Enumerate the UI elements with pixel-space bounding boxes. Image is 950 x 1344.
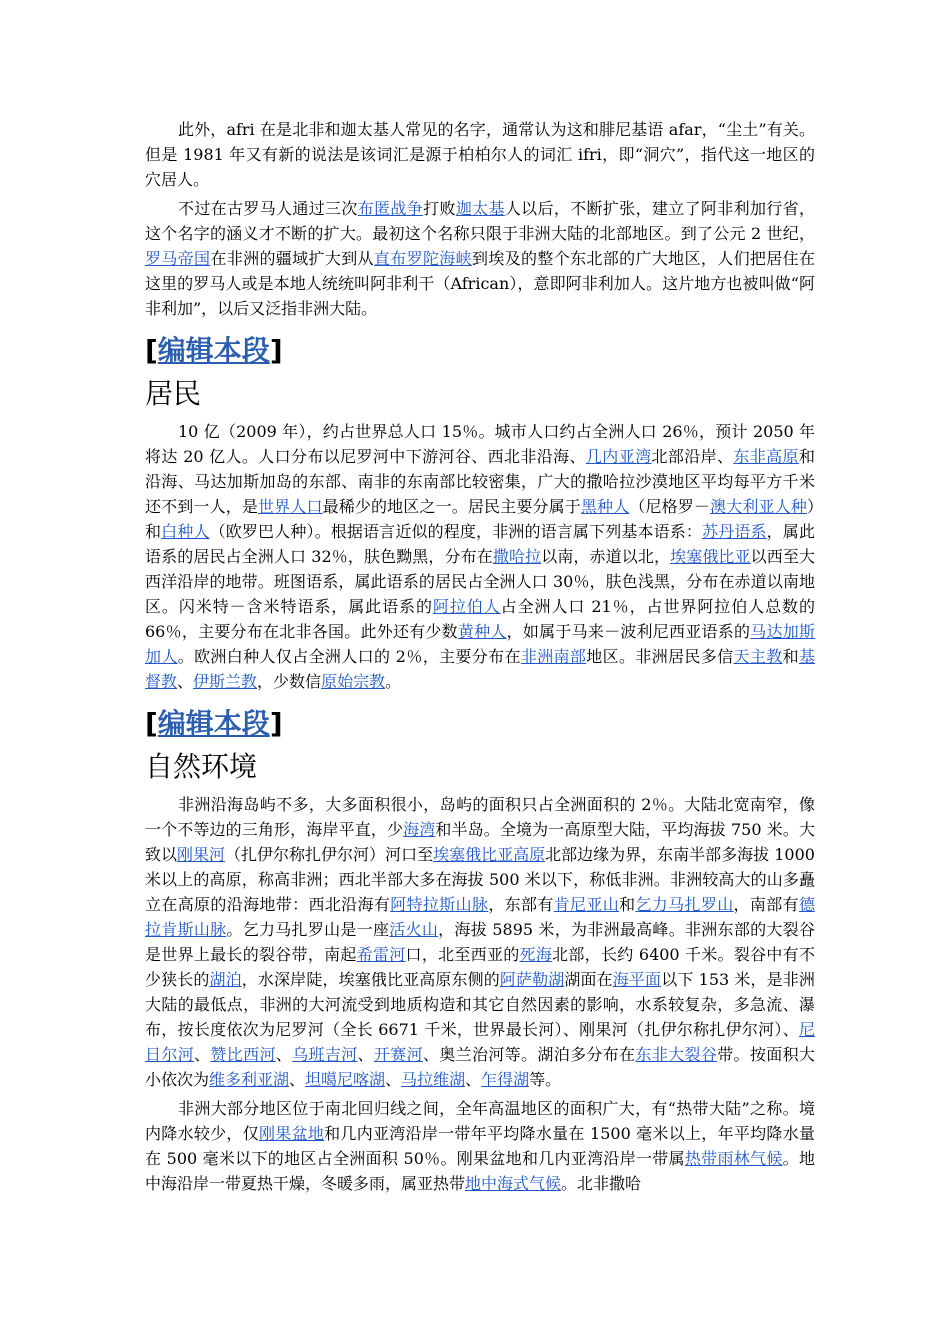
link-primitive-religion[interactable]: 原始宗教: [321, 672, 386, 691]
text: ）和: [145, 497, 815, 541]
link-congo-river[interactable]: 刚果河: [177, 845, 226, 864]
bracket-close: ]: [269, 334, 283, 367]
bracket-open: [: [145, 334, 158, 367]
link-niger-river[interactable]: 尼日尔河: [145, 1020, 815, 1064]
text: 。地中海沿岸一带夏热干燥，冬暖多雨，属亚热带: [145, 1149, 815, 1193]
heading-residents: 居民: [145, 377, 202, 410]
link-shire-river[interactable]: 希雷河: [356, 945, 406, 964]
link-black-race[interactable]: 黑种人: [580, 497, 630, 516]
text: 在非洲的疆域扩大到从: [210, 249, 374, 268]
link-southern-africa[interactable]: 非洲南部: [520, 647, 587, 666]
link-australoid[interactable]: 澳大利亚人种: [709, 497, 807, 516]
paragraph-intro-2: [145, 196, 815, 321]
link-mount-kenya[interactable]: 肯尼亚山: [553, 895, 620, 914]
text: ，海拔 5895 米，为非洲最高峰。非洲东部的大裂谷是世界上最长的裂谷带，南起: [145, 920, 815, 964]
text: ，水深岸陡，埃塞俄比亚高原东侧的: [241, 970, 500, 989]
text: （扎伊尔称扎伊尔河）河口至: [225, 845, 434, 864]
text: 、: [357, 1045, 374, 1064]
text: 、奥兰治河等。湖泊多分布在: [422, 1045, 636, 1064]
heading-natural-environment: 自然环境: [145, 750, 258, 783]
text: 。欧洲白种人仅占全洲人口的 2％，主要分布在: [177, 647, 521, 666]
text: （尼格罗－: [629, 497, 710, 516]
link-world-population[interactable]: 世界人口: [258, 497, 323, 516]
link-dead-sea[interactable]: 死海: [519, 945, 553, 964]
text: 和几内亚湾沿岸一带年平均降水量在 1500 毫米以上，年平均降水量在 500 毫米以下的地区占全洲面积 50％。刚果盆地和几内亚湾沿岸一带属: [145, 1124, 815, 1168]
text: ，南部有: [733, 895, 799, 914]
link-active-volcano[interactable]: 活火山: [389, 920, 439, 939]
link-islam[interactable]: 伊斯兰教: [193, 672, 258, 691]
document-page: [145, 117, 815, 1200]
text: 。: [385, 672, 402, 691]
text: 北部沿岸、: [651, 447, 734, 466]
link-white-race[interactable]: 白种人: [161, 522, 210, 541]
link-tropical-rainforest-climate[interactable]: 热带雨林气候: [684, 1149, 783, 1168]
link-lake-assal[interactable]: 阿萨勒湖: [499, 970, 565, 989]
text: 北部，长约 6400 千米。裂谷中有不少狭长的: [145, 945, 815, 989]
link-mediterranean-climate[interactable]: 地中海式气候: [465, 1174, 562, 1193]
link-great-rift-valley[interactable]: 东非大裂谷: [635, 1045, 718, 1064]
link-zambezi-river[interactable]: 赞比西河: [210, 1045, 276, 1064]
text: 、: [275, 1045, 293, 1064]
text: 非洲沿海岛屿不多，大多面积很小，岛屿的面积只占全洲面积的 2％。大陆北宽南窄，像一个不等边的三角形，海岸平直，少: [145, 795, 815, 839]
text: 打败: [423, 199, 456, 218]
text: 。北非撒哈: [561, 1174, 642, 1193]
edit-section-1: [145, 331, 815, 371]
link-sahara[interactable]: 撒哈拉: [492, 547, 542, 566]
text: 等。: [529, 1070, 562, 1089]
text: 非洲大部分地区位于南北回归线之间，全年高温地区的面积广大，有“热带大陆”之称。境内降水较少，仅: [145, 1099, 815, 1143]
text: 以西至大西洋沿岸的地带。班图语系，属此语系的居民占全洲人口 30％，肤色浅黑，分布在赤道以南地区。闪米特－含米特语系，属此语系的: [145, 547, 815, 616]
link-lake-chad[interactable]: 乍得湖: [481, 1070, 530, 1089]
link-ethiopia[interactable]: 埃塞俄比亚: [670, 547, 751, 566]
link-congo-basin[interactable]: 刚果盆地: [259, 1124, 325, 1143]
link-lakes[interactable]: 湖泊: [209, 970, 242, 989]
edit-section-link[interactable]: 编辑本段: [157, 334, 270, 367]
text: 和: [782, 647, 799, 666]
paragraph-nature-1: [145, 792, 815, 1092]
text: 带。按面积大小依次为: [145, 1045, 815, 1089]
text: ，东部有: [488, 895, 554, 914]
link-lake-victoria[interactable]: 维多利亚湖: [209, 1070, 290, 1089]
link-malagasy[interactable]: 马达加斯加人: [145, 622, 815, 666]
link-drakensberg[interactable]: 德拉肯斯山脉: [145, 895, 815, 939]
link-carthage[interactable]: 迦太基: [455, 199, 505, 218]
text: 不过在古罗马人通过三次: [178, 199, 358, 218]
link-lake-tanganyika[interactable]: 坦噶尼喀湖: [305, 1070, 386, 1089]
text: 10 亿（2009 年），约占世界总人口 15％。城市人口约占全洲人口 26％，预计 2050 年将达 20 亿人。人口分布以尼罗河中下游河谷、西北非沿海、: [145, 422, 815, 466]
link-atlas-mountains[interactable]: 阿特拉斯山脉: [390, 895, 489, 914]
link-gibraltar[interactable]: 直布罗陀海峡: [373, 249, 472, 268]
text: 、: [385, 1070, 402, 1089]
link-east-african-plateau[interactable]: 东非高原: [733, 447, 799, 466]
text: ，少数信: [257, 672, 322, 691]
text: 和沿海、马达加斯加岛的东部、南非的东南部比较密集，广大的撒哈拉沙漠地区平均每平方千米还不到一人，是: [145, 447, 815, 516]
link-yellow-race[interactable]: 黄种人: [457, 622, 507, 641]
text: 以南，赤道以北，: [541, 547, 671, 566]
link-gulf-of-guinea[interactable]: 几内亚湾: [585, 447, 652, 466]
text: 占全洲人口 21％，占世界阿拉伯人总数的 66％，主要分布在北非各国。此外还有少数: [145, 597, 815, 641]
link-lake-malawi[interactable]: 马拉维湖: [401, 1070, 466, 1089]
edit-section-2: [145, 704, 815, 744]
text: 北部边缘为界，东南半部多海拔 1000 米以上的高原，称高非洲；西北半部大多在海拔 500 米以下，称低非洲。非洲较高大的山多矗立在高原的沿海地带：西北沿海有: [145, 845, 815, 914]
paragraph-intro-1: 此外，afri 在是北非和迦太基人常见的名字，通常认为这和腓尼基语 afar，“尘土”有关。但是 1981 年又有新的说法是该词汇是源于柏柏尔人的词汇 ifri，即“洞穴”，指代这一地区的穴居人。: [145, 120, 815, 189]
text: ，如属于马来－波利尼西亚语系的: [506, 622, 751, 641]
text: 口，北至西亚的: [405, 945, 520, 964]
text: 湖面在: [564, 970, 613, 989]
link-ethiopian-highlands[interactable]: 埃塞俄比亚高原: [433, 845, 546, 864]
text: 人以后，不断扩张，建立了阿非利加行省，这个名字的涵义才不断的扩大。最初这个名称只限于非洲大陆的北部地区。到了公元 2 世纪，: [145, 199, 815, 243]
link-sea-level[interactable]: 海平面: [612, 970, 662, 989]
paragraph-nature-2: [145, 1096, 815, 1196]
link-arabs[interactable]: 阿拉伯人: [432, 597, 501, 616]
text: 地区。非洲居民多信: [586, 647, 734, 666]
text: 。乞力马扎罗山是一座: [226, 920, 390, 939]
text: 最稀少的地区之一。居民主要分属于: [322, 497, 581, 516]
link-ubangi-river[interactable]: 乌班吉河: [292, 1045, 358, 1064]
bracket-open: [: [145, 707, 158, 740]
text: 以下 153 米，是非洲大陆的最低点，非洲的大河流受到地质构造和其它自然因素的影响，水系较复杂，多急流、瀑布，按长度依次为尼罗河（全长 6671 千米，世界最长河）、刚果河（扎伊尔称扎伊尔河）、: [145, 970, 815, 1039]
link-roman-empire[interactable]: 罗马帝国: [145, 249, 211, 268]
link-kilimanjaro[interactable]: 乞力马扎罗山: [635, 895, 734, 914]
link-catholicism[interactable]: 天主教: [733, 647, 783, 666]
edit-section-link[interactable]: 编辑本段: [157, 707, 270, 740]
link-kasai-river[interactable]: 开赛河: [373, 1045, 423, 1064]
text: 和: [619, 895, 636, 914]
link-punic-wars[interactable]: 布匿战争: [357, 199, 424, 218]
link-sudanic-languages[interactable]: 苏丹语系: [702, 522, 767, 541]
text: 、: [194, 1045, 211, 1064]
bracket-close: ]: [269, 707, 283, 740]
text: 、: [289, 1070, 306, 1089]
link-bay[interactable]: 海湾: [403, 820, 436, 839]
link-christianity[interactable]: 基督教: [145, 647, 815, 691]
text: 和半岛。全境为一高原型大陆，平均海拔 750 米。大致以: [145, 820, 815, 864]
text: 、: [177, 672, 194, 691]
paragraph-residents: [145, 419, 815, 694]
text: （欧罗巴人种）。根据语言近似的程度，非洲的语言属下列基本语系：: [209, 522, 703, 541]
text: 到埃及的整个东北部的广大地区，人们把居住在这里的罗马人或是本地人统统叫阿非利干（African），意即阿非利加人。这片地方也被叫做“阿非利加”，以后又泛指非洲大陆。: [145, 249, 815, 318]
text: ，属此语系的居民占全洲人口 32％，肤色黝黑，分布在: [145, 522, 815, 566]
text: 、: [465, 1070, 482, 1089]
